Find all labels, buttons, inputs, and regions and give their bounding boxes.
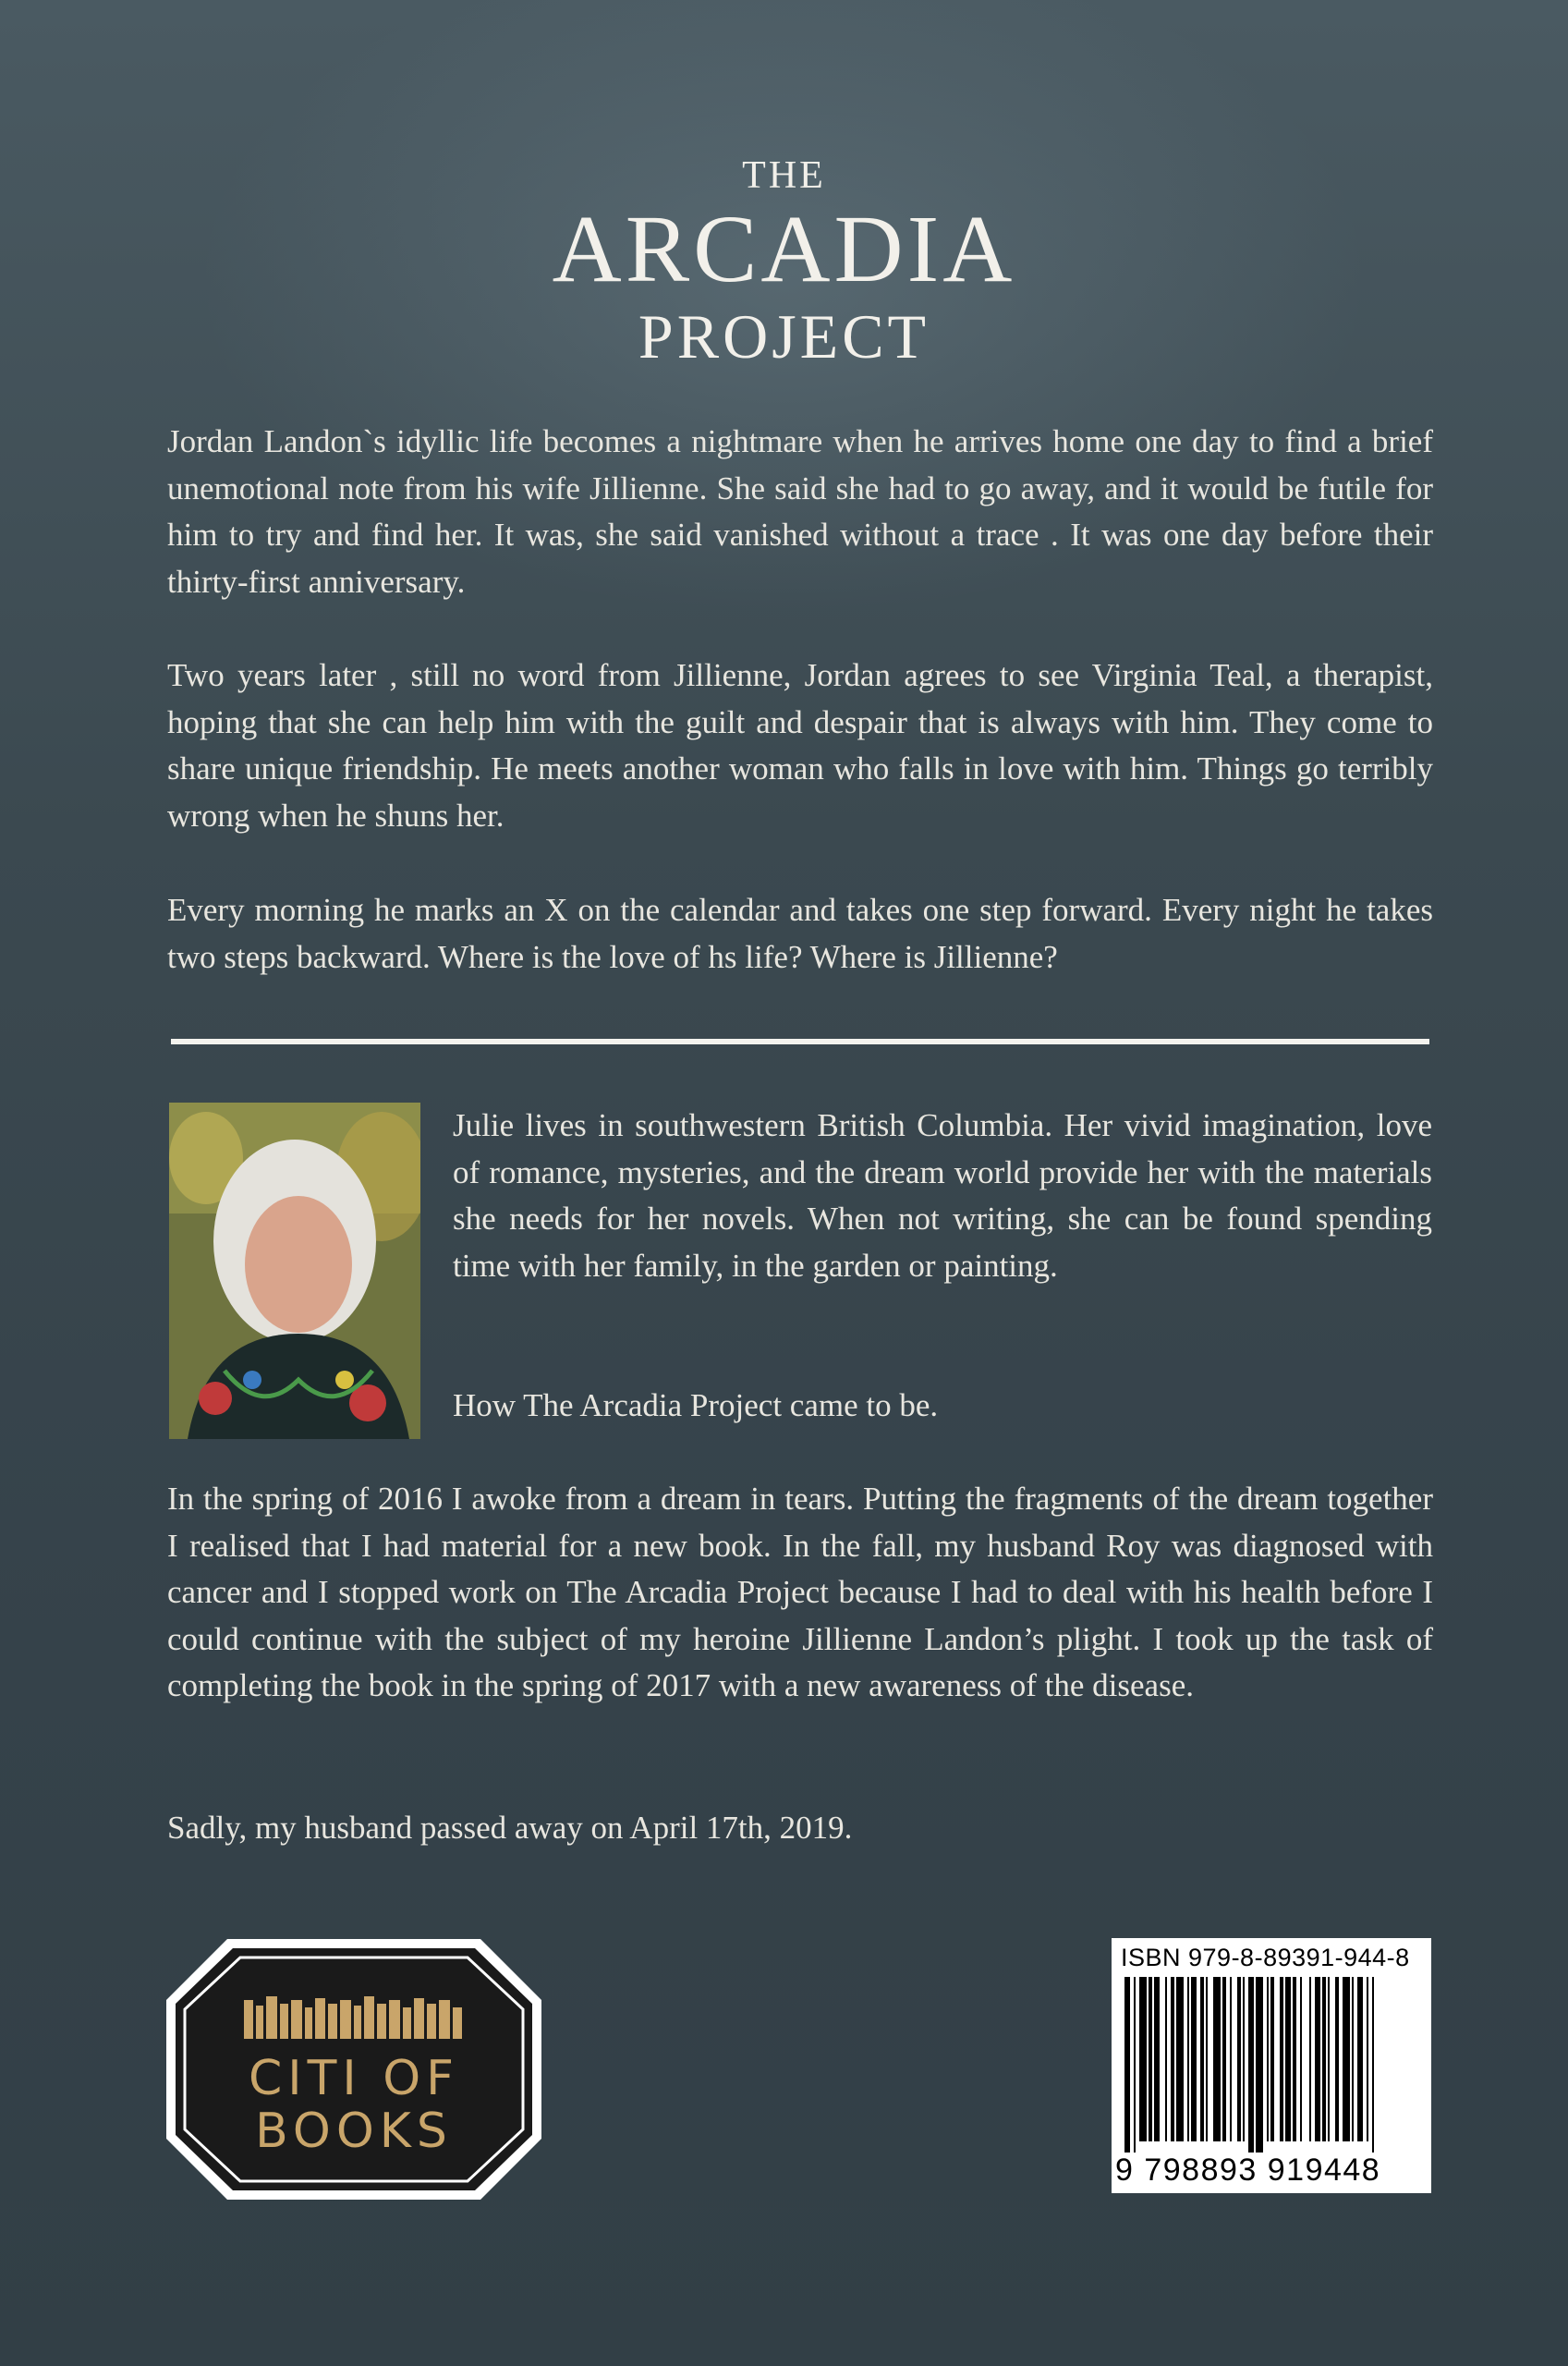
barcode-bar bbox=[1248, 1977, 1254, 2153]
book-title bbox=[0, 152, 1568, 372]
barcode-bar bbox=[1230, 1977, 1232, 2141]
title-the: THE bbox=[742, 154, 826, 197]
barcode-bar bbox=[1352, 1977, 1354, 2141]
barcode-bar bbox=[1191, 1977, 1197, 2141]
barcode-digits: 9 798893 919448 bbox=[1115, 2153, 1381, 2188]
barcode-bar bbox=[1315, 1977, 1320, 2141]
author-photo bbox=[169, 1103, 420, 1439]
barcode-bar bbox=[1187, 1977, 1189, 2141]
author-note: How The Arcadia Project came to be. bbox=[453, 1387, 939, 1423]
divider bbox=[171, 1039, 1429, 1044]
barcode-bar bbox=[1139, 1977, 1147, 2141]
barcode-bar bbox=[1213, 1977, 1221, 2141]
barcode-bar bbox=[1300, 1977, 1302, 2141]
title-main: ARCADIA bbox=[552, 196, 1016, 302]
barcode-bar bbox=[1237, 1977, 1241, 2141]
title-sub: PROJECT bbox=[638, 301, 930, 372]
barcode-bar bbox=[1280, 1977, 1283, 2141]
author-closing: Sadly, my husband passed away on April 17th, 2019. bbox=[167, 1810, 853, 1846]
barcode-bar bbox=[1200, 1977, 1204, 2141]
barcode-bar bbox=[1149, 1977, 1152, 2141]
barcode-bar bbox=[1134, 1977, 1136, 2153]
barcode-bar bbox=[1267, 1977, 1269, 2141]
barcode-bar bbox=[1171, 1977, 1174, 2141]
barcode-bar bbox=[1335, 1977, 1339, 2141]
barcode-bar bbox=[1343, 1977, 1350, 2141]
barcode-bar bbox=[1372, 1977, 1374, 2153]
publisher-logo bbox=[163, 1935, 545, 2203]
barcode-bar bbox=[1357, 1977, 1363, 2141]
author-story: In the spring of 2016 I awoke from a dream in tears. Putting the fragments of the dream together I realised that I had material for a new book. In the fall, my husband Roy was diagnosed with cancer and I stopped work on The Arcadia Project because I had to deal with his health before I could continue with the subject of my heroine Jillienne Landon’s plight. I took up the task of completing the book in the spring of 2017 with a new awareness of the disease. bbox=[167, 1481, 1433, 1703]
barcode-bars bbox=[1121, 1977, 1422, 2153]
isbn-label: ISBN 979-8-89391-944-8 bbox=[1121, 1944, 1410, 1971]
barcode-bar bbox=[1256, 1977, 1263, 2153]
publisher-name-line1: CITI OF bbox=[248, 2051, 460, 2106]
barcode-bar bbox=[1270, 1977, 1274, 2141]
barcode-bar bbox=[1309, 1977, 1311, 2141]
blurb-paragraph-1: Jordan Landon`s idyllic life becomes a nightmare when he arrives home one day to find a brief unemotional note from his wife Jillienne. She said she had to go away, and it would be futile for him to try and find her. It was, she said vanished without a trace . It was one day before their thirty-first anniversary. bbox=[167, 423, 1433, 600]
blurb-paragraph-2: Two years later , still no word from Jillienne, Jordan agrees to see Virginia Teal, a therapist, hoping that she can help him with the guilt and despair that is always with him. They come to share unique friendship. He meets another woman who falls in love with him. Things go terribly wrong when he shuns her. bbox=[167, 657, 1433, 834]
author-bio: Julie lives in southwestern British Columbia. Her vivid imagination, love of romance, mysteries, and the dream world provide her with the materials she needs for her novels. When not writing, she can be found spending time with her family, in the garden or painting. bbox=[453, 1107, 1432, 1284]
barcode-bar bbox=[1222, 1977, 1226, 2141]
barcode-bar bbox=[1124, 1977, 1130, 2153]
barcode-bar bbox=[1176, 1977, 1184, 2141]
barcode-bar bbox=[1285, 1977, 1291, 2141]
isbn-barcode bbox=[1112, 1938, 1431, 2193]
barcode-bar bbox=[1367, 1977, 1368, 2141]
barcode-bar bbox=[1165, 1977, 1167, 2141]
blurb-paragraph-3: Every morning he marks an X on the calendar and takes one step forward. Every night he takes two steps backward. Where is the love of hs life? Where is Jillienne? bbox=[167, 892, 1433, 975]
barcode-bar bbox=[1322, 1977, 1326, 2141]
barcode-bar bbox=[1154, 1977, 1160, 2141]
barcode-bar bbox=[1243, 1977, 1245, 2141]
barcode-bar bbox=[1293, 1977, 1296, 2141]
barcode-bar bbox=[1206, 1977, 1208, 2141]
barcode-bar bbox=[1328, 1977, 1330, 2141]
publisher-name-line2: BOOKS bbox=[255, 2104, 453, 2159]
